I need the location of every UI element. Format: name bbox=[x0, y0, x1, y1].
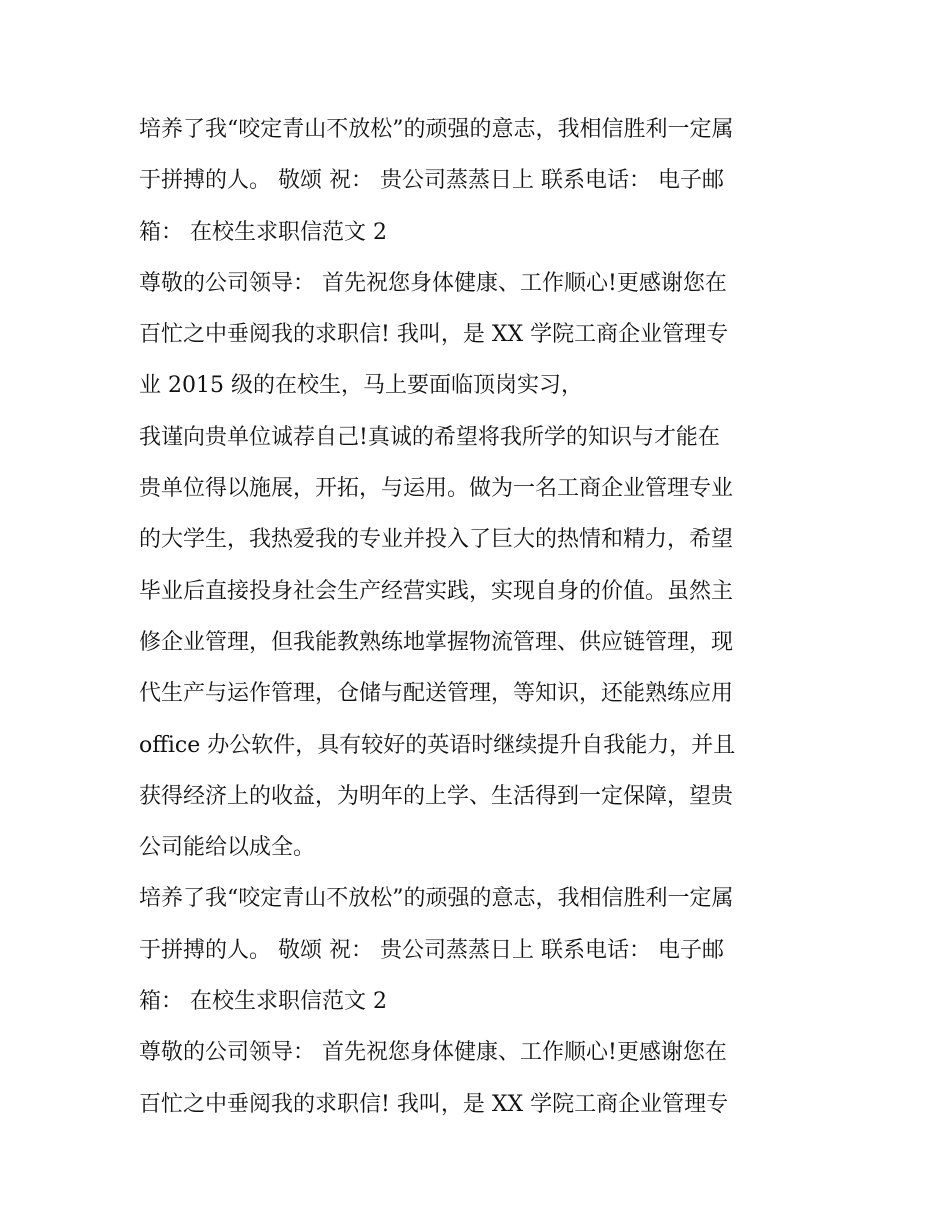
text-line: 于拼搏的人。 敬颂 祝： 贵公司蒸蒸日上 联系电话： 电子邮 bbox=[139, 168, 724, 194]
text-line: 箱： 在校生求职信范文 2 bbox=[139, 989, 387, 1015]
text-line: 贵单位得以施展，开拓，与运用。做为一名工商企业管理专业 bbox=[139, 476, 734, 502]
text-line: 培养了我“咬定青山不放松”的顽强的意志，我相信胜利一定属 bbox=[139, 117, 734, 142]
text-line: 于拼搏的人。 敬颂 祝： 贵公司蒸蒸日上 联系电话： 电子邮 bbox=[139, 937, 724, 963]
text-line: 代生产与运作管理，仓储与配送管理，等知识，还能熟练应用 bbox=[139, 681, 734, 707]
text-line: office 办公软件，具有较好的英语时继续提升自我能力，并且 bbox=[139, 732, 736, 758]
text-line: 百忙之中垂阅我的求职信! 我叫，是 XX 学院工商企业管理专 bbox=[139, 322, 729, 348]
text-line: 培养了我“咬定青山不放松”的顽强的意志，我相信胜利一定属 bbox=[139, 886, 734, 912]
text-line: 尊敬的公司领导： 首先祝您身体健康、工作顺心!更感谢您在 bbox=[139, 270, 727, 296]
text-line: 业 2015 级的在校生，马上要面临顶岗实习， bbox=[139, 373, 583, 399]
text-line: 公司能给以成全。 bbox=[139, 835, 316, 861]
text-line: 修企业管理，但我能教熟练地掌握物流管理、供应链管理，现 bbox=[139, 629, 734, 655]
text-line: 毕业后直接投身社会生产经营实践，实现自身的价值。虽然主 bbox=[139, 578, 734, 604]
text-line: 的大学生，我热爱我的专业并投入了巨大的热情和精力，希望 bbox=[139, 527, 734, 553]
text-line: 尊敬的公司领导： 首先祝您身体健康、工作顺心!更感谢您在 bbox=[139, 1040, 727, 1066]
text-line: 箱： 在校生求职信范文 2 bbox=[139, 219, 387, 245]
document-body bbox=[139, 104, 819, 1130]
text-line: 获得经济上的收益，为明年的上学、生活得到一定保障，望贵 bbox=[139, 783, 734, 809]
text-line: 百忙之中垂阅我的求职信! 我叫，是 XX 学院工商企业管理专 bbox=[139, 1091, 729, 1117]
text-line: 我谨向贵单位诚荐自己!真诚的希望将我所学的知识与才能在 bbox=[139, 424, 720, 450]
